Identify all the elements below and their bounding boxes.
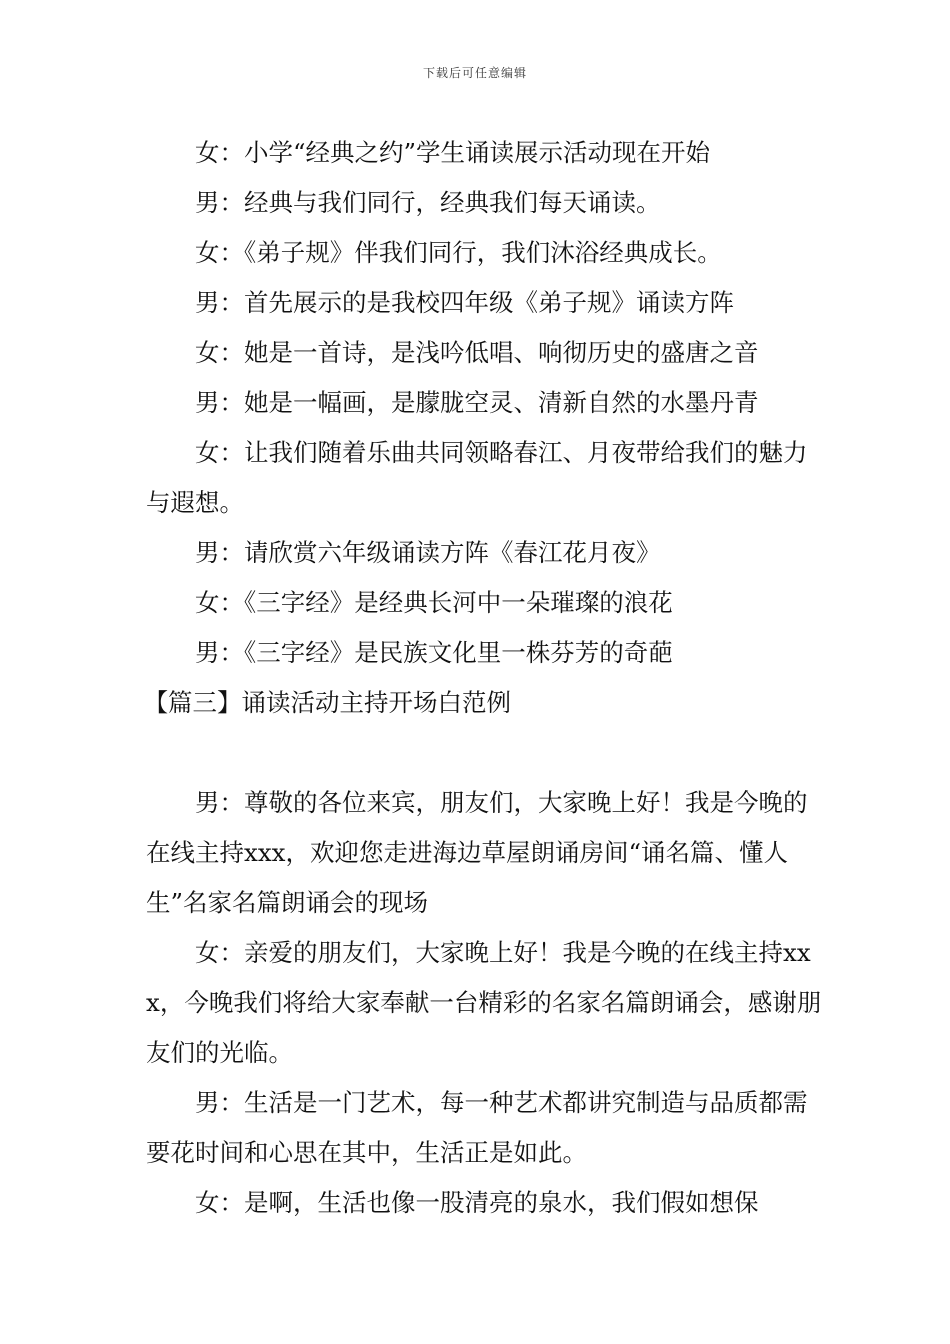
paragraph: 男：生活是一门艺术，每一种艺术都讲究制造与品质都需要花时间和心思在其中，生活正是如此。 bbox=[146, 1088, 808, 1167]
paragraph: 女：让我们随着乐曲共同领略春江、月夜带给我们的魅力与遐想。 bbox=[146, 438, 808, 517]
paragraph: 女：小学“经典之约”学生诵读展示活动现在开始 bbox=[195, 138, 711, 167]
paragraph: 男：尊敬的各位来宾，朋友们，大家晚上好！我是今晚的在线主持xxx，欢迎您走进海边草屋朗诵房间“诵名篇、懂人生”名家名篇朗诵会的现场 bbox=[146, 788, 808, 917]
paragraph: 男：《三字经》是民族文化里一株芬芳的奇葩 bbox=[195, 638, 673, 667]
document-body bbox=[143, 128, 822, 1228]
blank-line bbox=[146, 728, 822, 778]
paragraph: 女：《三字经》是经典长河中一朵璀璨的浪花 bbox=[195, 588, 673, 617]
page-header: 下载后可任意编辑 bbox=[422, 66, 527, 80]
paragraph: 男：首先展示的是我校四年级《弟子规》诵读方阵 bbox=[195, 288, 734, 317]
section-heading: 【篇三】诵读活动主持开场白范例 bbox=[143, 688, 512, 717]
paragraph: 男：请欣赏六年级诵读方阵《春江花月夜》 bbox=[195, 538, 661, 567]
paragraph: 男：经典与我们同行，经典我们每天诵读。 bbox=[195, 188, 661, 217]
paragraph: 女：《弟子规》伴我们同行，我们沐浴经典成长。 bbox=[195, 238, 722, 267]
paragraph: 女：是啊，生活也像一股清亮的泉水，我们假如想保 bbox=[195, 1188, 759, 1217]
paragraph: 男：她是一幅画，是朦胧空灵、清新自然的水墨丹青 bbox=[195, 388, 759, 417]
paragraph: 女：亲爱的朋友们，大家晚上好！我是今晚的在线主持xxx，今晚我们将给大家奉献一台精彩的名家名篇朗诵会，感谢朋友们的光临。 bbox=[146, 938, 822, 1067]
paragraph: 女：她是一首诗，是浅吟低唱、响彻历史的盛唐之音 bbox=[195, 338, 759, 367]
